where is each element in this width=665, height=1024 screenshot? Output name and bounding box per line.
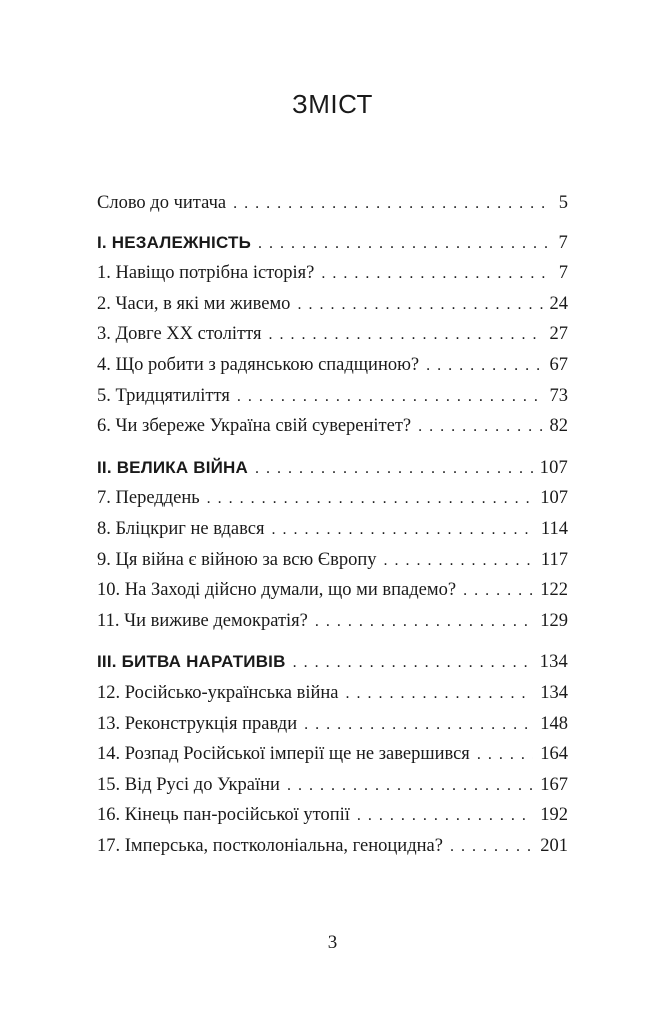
dot-leader [383,546,533,576]
dot-leader [272,515,534,545]
toc-entry[interactable] [97,411,568,442]
toc-entry-label: 17. Імперська, постколоніальна, геноцидна? [97,835,443,856]
toc-entry[interactable] [97,381,568,412]
toc-entry-page: 148 [540,713,568,734]
toc-entry-page: 134 [540,682,568,703]
toc-entry-page: 129 [540,610,568,631]
toc-entry-label: 5. Тридцятиліття [97,385,230,406]
toc-entry-label: 12. Російсько-українська війна [97,682,339,703]
toc-entry-page: 82 [549,416,568,437]
toc-entry[interactable] [97,800,568,831]
toc-entry-label: 9. Ця війна є війною за всю Європу [97,549,377,570]
toc-entry[interactable] [97,514,568,545]
toc-entry-page: 201 [540,835,568,856]
dot-leader [477,740,533,770]
dot-leader [269,320,543,350]
toc-entry-label: 7. Переддень [97,488,200,509]
toc-entry[interactable] [97,770,568,801]
toc-entry-label: 2. Часи, в які ми живемо [97,293,291,314]
dot-leader [345,679,533,709]
toc-entry[interactable] [97,545,568,576]
toc-section-heading[interactable] [97,228,568,259]
toc-entry-intro[interactable] [97,188,568,219]
toc-section-label: II. ВЕЛИКА ВІЙНА [97,457,249,477]
toc-entry-label: 10. На Заході дійсно думали, що ми впадемо? [97,580,457,601]
toc-section-page: 7 [558,232,568,253]
toc-entry-label: 15. Від Русі до України [97,774,280,795]
toc-entry-page: 117 [540,549,568,570]
toc-entry-label: 1. Навіщо потрібна історія? [97,263,315,284]
dot-leader [293,648,533,678]
toc-section-page: 134 [539,652,568,673]
toc-section-label: I. НЕЗАЛЕЖНІСТЬ [97,232,252,252]
dot-leader [255,454,533,484]
toc-entry-page: 67 [549,354,568,375]
dot-leader [287,771,533,801]
toc-entry-label: 4. Що робити з радянською спадщиною? [97,354,420,375]
dot-leader [315,607,533,637]
table-of-contents [97,188,568,861]
dot-leader [233,189,552,219]
toc-entry[interactable] [97,831,568,862]
dot-leader [258,229,552,259]
page-title: ЗМІСТ [292,89,373,119]
dot-leader [426,351,542,381]
toc-entry-page: 114 [540,518,568,539]
toc-section-page: 107 [539,457,568,478]
toc-entry-page: 7 [558,263,568,284]
dot-leader [463,576,533,606]
toc-entry[interactable] [97,709,568,740]
toc-entry-label: 14. Розпад Російської імперії ще не завершився [97,744,470,765]
toc-entry[interactable] [97,606,568,637]
toc-entry[interactable] [97,289,568,320]
dot-leader [418,412,542,442]
toc-entry[interactable] [97,483,568,514]
toc-entry-page: 192 [540,805,568,826]
toc-entry[interactable] [97,319,568,350]
dot-leader [207,484,534,514]
dot-leader [237,382,543,412]
toc-entry-page: 107 [540,488,568,509]
toc-entry[interactable] [97,258,568,289]
toc-entry[interactable] [97,739,568,770]
toc-entry-page: 5 [558,193,568,213]
toc-entry-label: 3. Довге XX століття [97,324,262,345]
toc-entry-page: 73 [549,385,568,406]
toc-entry[interactable] [97,575,568,606]
toc-section-heading[interactable] [97,647,568,678]
toc-entry-label: 11. Чи виживе демократія? [97,610,308,631]
toc-section-heading[interactable] [97,453,568,484]
toc-entry-page: 164 [540,744,568,765]
toc-entry-label: 13. Реконструкція правди [97,713,298,734]
toc-entry-page: 122 [540,580,568,601]
dot-leader [450,832,533,862]
dot-leader [297,290,542,320]
toc-section-label: III. БИТВА НАРАТИВІВ [97,652,286,672]
toc-entry-page: 24 [549,293,568,314]
toc-entry-label: Слово до читача [97,193,227,213]
dot-leader [304,710,533,740]
toc-entry-label: 6. Чи збереже Україна свій суверенітет? [97,416,412,437]
toc-entry-page: 27 [549,324,568,345]
toc-entry[interactable] [97,350,568,381]
toc-entry-label: 16. Кінець пан-російської утопії [97,805,350,826]
toc-entry-label: 8. Бліцкриг не вдався [97,518,265,539]
toc-entry[interactable] [97,678,568,709]
page-number: 3 [327,932,338,953]
toc-entry-page: 167 [540,774,568,795]
dot-leader [321,259,551,289]
dot-leader [357,801,533,831]
